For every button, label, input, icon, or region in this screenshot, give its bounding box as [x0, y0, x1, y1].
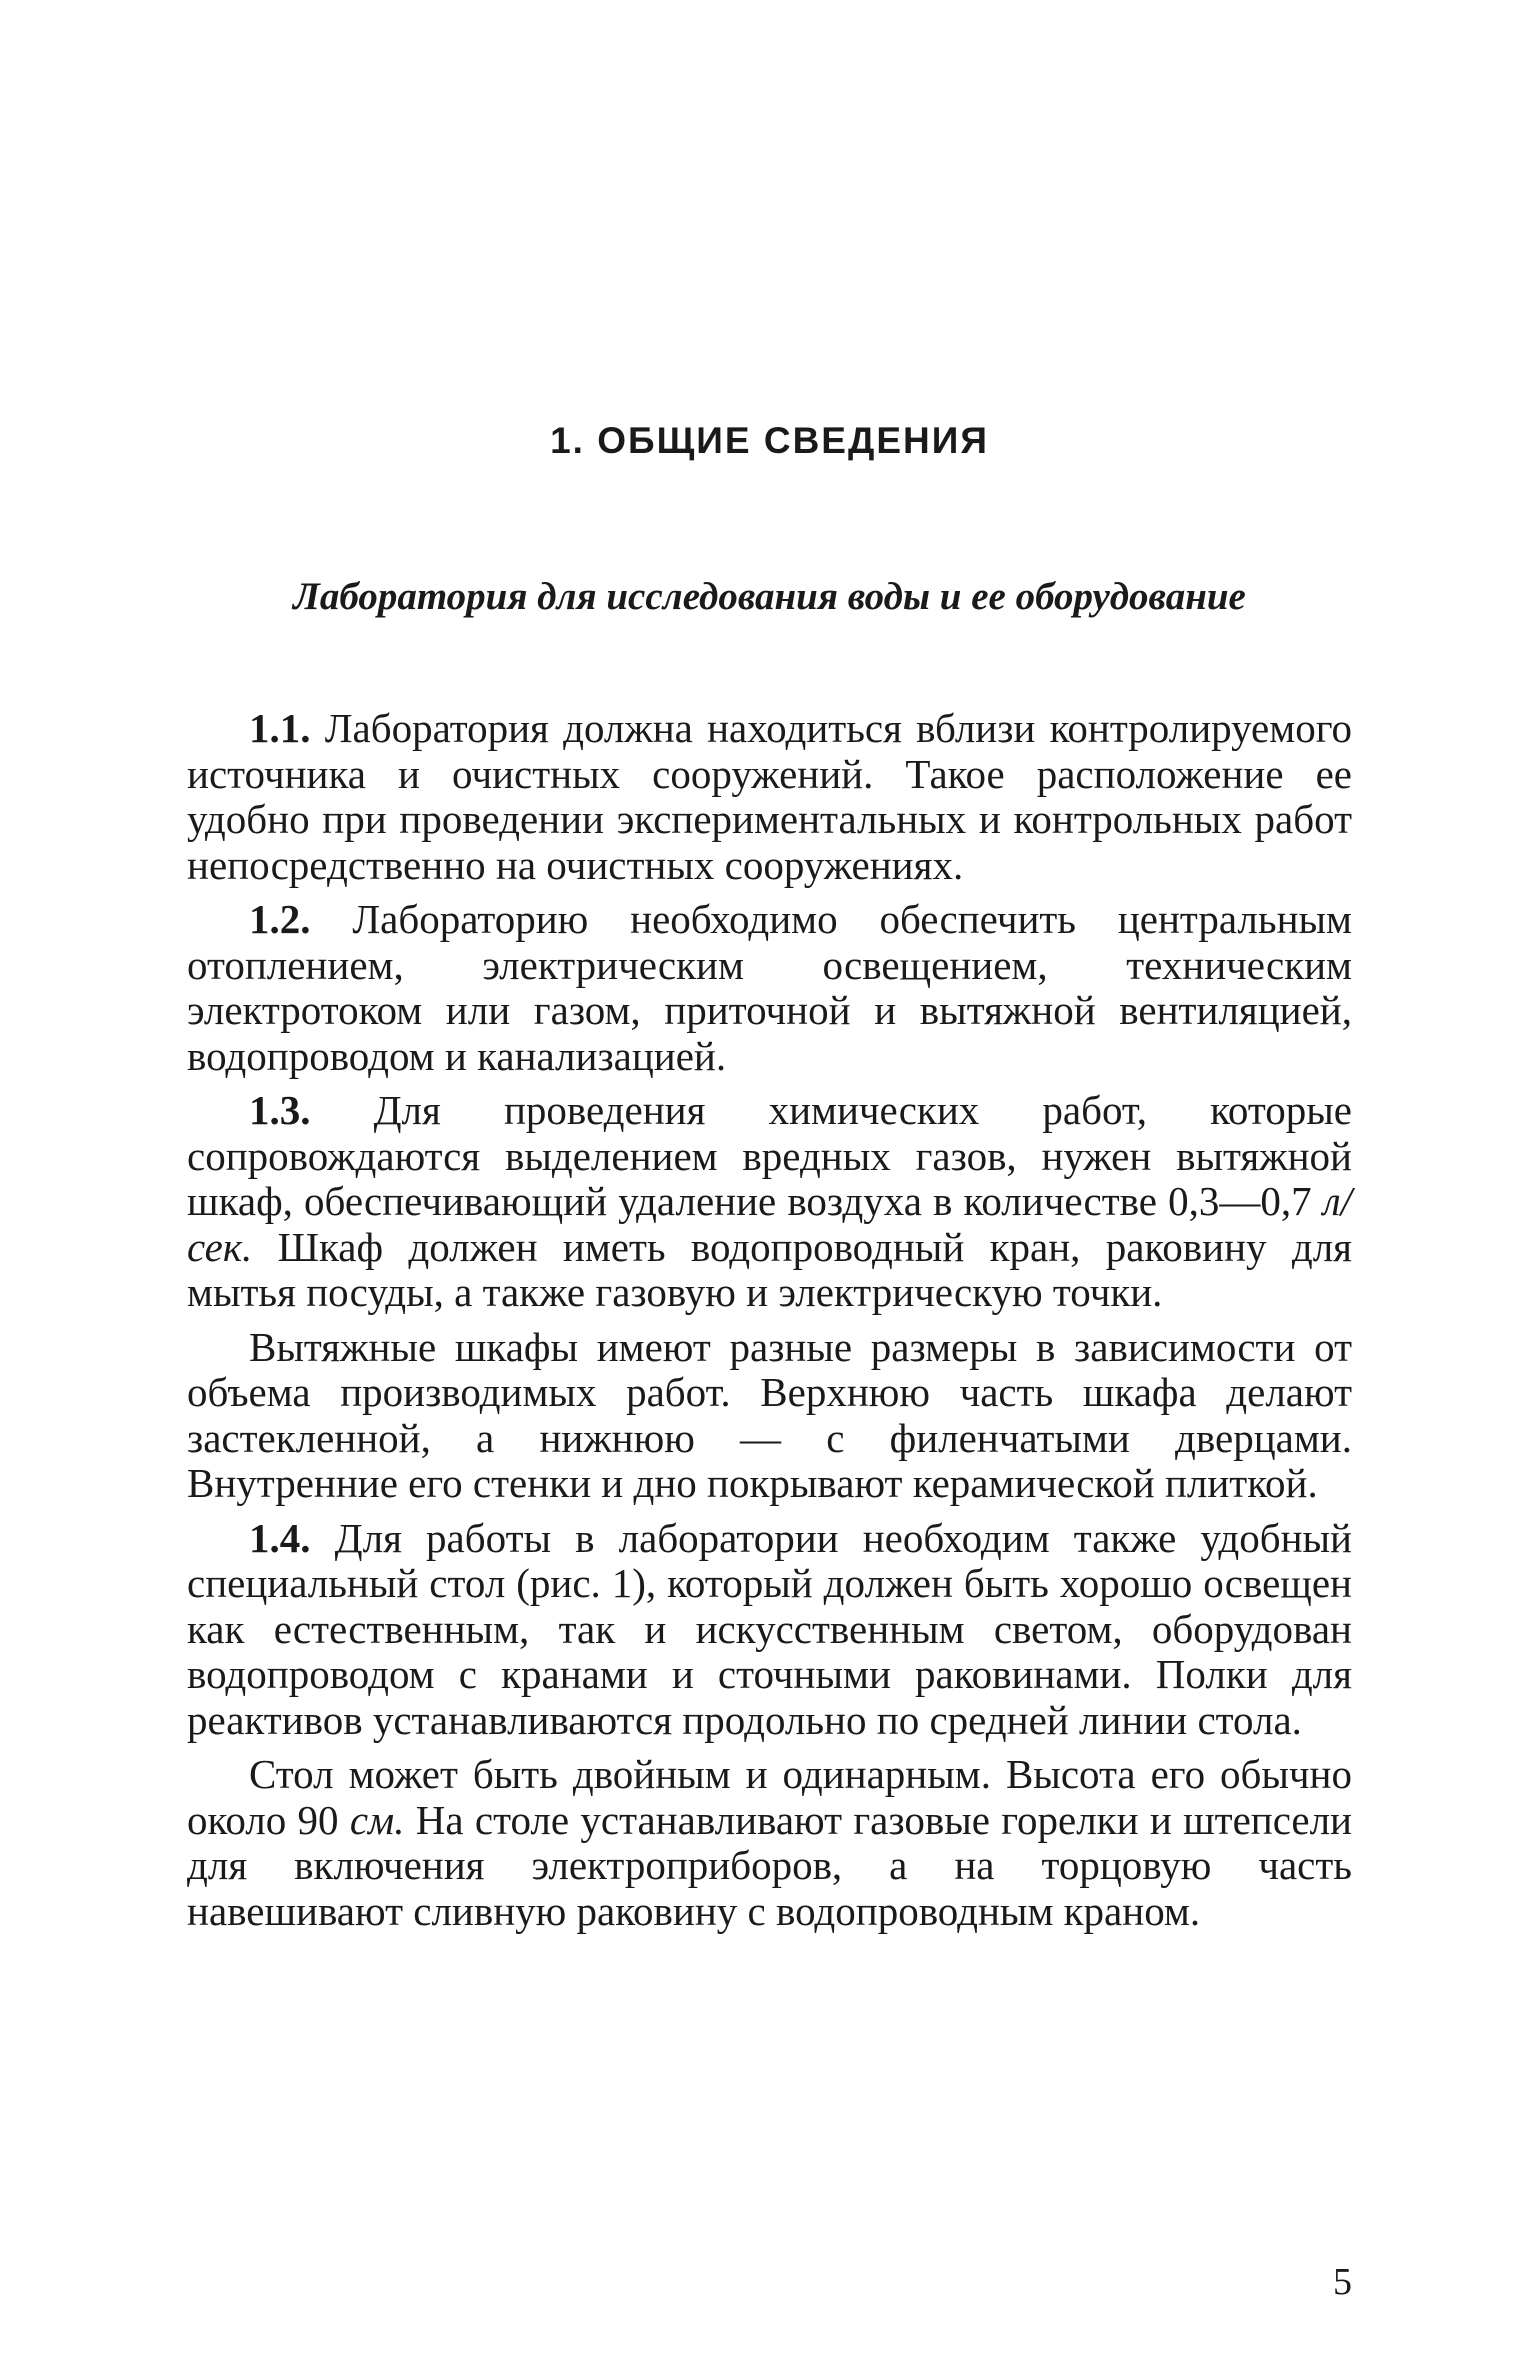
paragraph-text: Вытяжные шкафы имеют разные размеры в зависимости от объема производимых работ. Верхнюю часть шкафа делают застекленной, а нижнюю — с филенчатыми дверцами. Внутренние его стенки и дно покрывают керамической плиткой.: [187, 1323, 1352, 1506]
paragraph-text: Шкаф должен иметь водопроводный кран, раковину для мытья посуды, а также газовую и электрическую точки.: [187, 1223, 1353, 1315]
paragraph-text: Для проведения химических работ, которые сопровождаются выделением вредных газов, нужен вытяжной шкаф, обеспечивающий удаление воздуха в количестве 0,3—0,7: [187, 1087, 1352, 1224]
paragraph-1-4-continued: [187, 1752, 1352, 1934]
paragraph-text: Стол может быть двойным и одинарным. Высота его обычно около 90: [187, 1751, 1352, 1843]
body-text: [187, 706, 1352, 1943]
unit-text: л/сек.: [187, 1178, 1352, 1270]
paragraph-1-1: [187, 706, 1352, 888]
paragraph-1-3-continued: [187, 1325, 1352, 1507]
paragraph-text: Лабораторию необходимо обеспечить центральным отоплением, электрическим освещением, техническим электротоком или газом, приточной и вытяжной вентиляцией, водопроводом и канализацией.: [187, 896, 1352, 1079]
paragraph-1-3: [187, 1088, 1352, 1316]
paragraph-number: 1.3.: [249, 1087, 311, 1133]
page-number: 5: [1333, 2261, 1352, 2303]
paragraph-text: На столе устанавливают газовые горелки и штепсели для включения электроприборов, а на торцовую часть навешивают сливную раковину с водопроводным краном.: [187, 1796, 1352, 1934]
paragraph-1-2: [187, 897, 1352, 1079]
paragraph-number: 1.1.: [249, 705, 311, 751]
paragraph-text: Лаборатория должна находиться вблизи контролируемого источника и очистных сооружений. Такое расположение ее удобно при проведении экспериментальных и контрольных работ непосредственно на очистных сооружениях.: [187, 705, 1352, 888]
paragraph-number: 1.2.: [249, 896, 311, 942]
unit-text: см.: [349, 1796, 405, 1843]
document-page: [187, 0, 1352, 2362]
paragraph-text: Для работы в лаборатории необходим также удобный специальный стол (рис. 1), который должен быть хорошо освещен как естественным, так и искусственным светом, оборудован водопроводом с кранами и сточными раковинами. Полки для реактивов устанавливаются продольно по средней линии стола.: [187, 1514, 1353, 1743]
paragraph-number: 1.4.: [249, 1514, 311, 1561]
section-title: Лаборатория для исследования воды и ее оборудование: [293, 575, 1246, 618]
chapter-title: 1. ОБЩИЕ СВЕДЕНИЯ: [550, 420, 989, 461]
paragraph-1-4: [187, 1516, 1352, 1744]
